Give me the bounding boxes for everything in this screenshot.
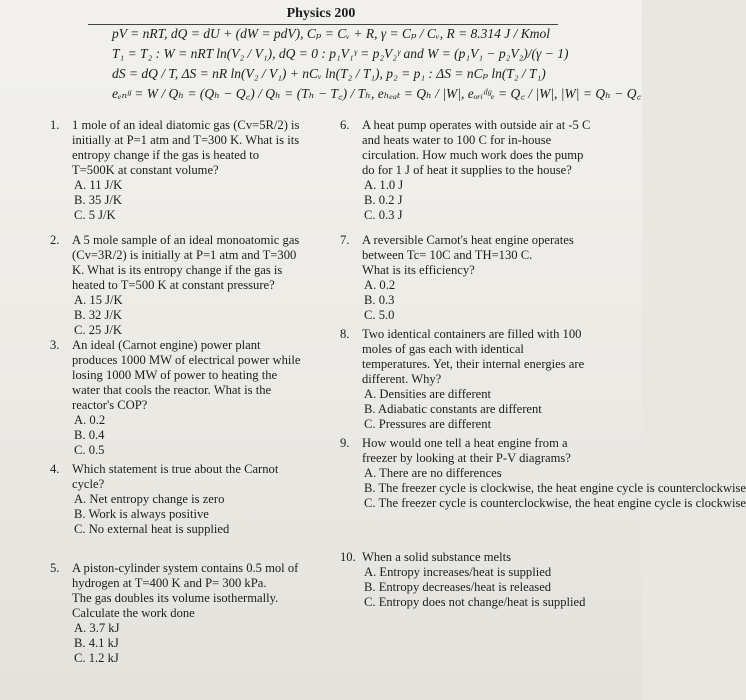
option-c: C. 1.2 kJ xyxy=(74,651,119,665)
formula-line: T₁ = T₂ : W = nRT ln(V₂ / V₁), dQ = 0 : p₁V₁ᵞ = p₂V₂ᵞ and W = (p₁V₁ − p₂V₂)/(γ − 1) xyxy=(112,46,569,61)
option-c: C. 0.3 J xyxy=(364,208,403,222)
question-stem: A reversible Carnot's heat engine operates between Tc= 10C and TH=130 C. What is its efficiency? xyxy=(362,233,574,277)
option-c: C. No external heat is supplied xyxy=(74,522,230,536)
option-c: C. 0.5 xyxy=(74,443,105,457)
option-c: C. 25 J/K xyxy=(74,323,122,337)
question-stem: A heat pump operates with outside air at -5 C and heats water to 100 C for in-house circulation. How much work does the pump do for 1 J of heat it supplies to the house? xyxy=(362,118,591,177)
page-title: Physics 200 xyxy=(286,6,356,21)
option-a: A. Entropy increases/heat is supplied xyxy=(364,565,552,579)
option-c: C. 5.0 xyxy=(364,308,395,322)
question-number: 4. xyxy=(50,462,60,476)
question-7 xyxy=(340,233,574,323)
question-number: 8. xyxy=(340,327,350,341)
question-number: 1. xyxy=(50,118,60,132)
question-8 xyxy=(340,327,585,432)
option-b: B. 4.1 kJ xyxy=(74,636,119,650)
option-c: C. 5 J/K xyxy=(74,208,116,222)
question-3 xyxy=(50,338,301,458)
formula-line: eₑₙᵍ = W / Qₕ = (Qₕ − Q꜀) / Qₕ = (Tₕ − T꜀) / Tₕ, eₕₑₐₜ = Qₕ / |W|, eₒᵣᵢᵈᵍₑ = Q꜀ / |W|, |W| = Qₕ − Q꜀ xyxy=(112,86,642,101)
question-6 xyxy=(340,118,591,223)
formula-sheet xyxy=(112,24,641,104)
question-stem: Two identical containers are filled with 100 moles of gas each with identical temperatures. Yet, their internal energies are different. Why? xyxy=(362,327,585,386)
formula-line: dS = dQ / T, ΔS = nR ln(V₂ / V₁) + nCᵥ ln(T₂ / T₁), p₂ = p₁ : ΔS = nCₚ ln(T₂ / T₁) xyxy=(112,66,546,81)
option-a: A. 0.2 xyxy=(74,413,106,427)
option-c: C. The freezer cycle is counterclockwise, the heat engine cycle is clockwise xyxy=(364,496,746,510)
question-number: 2. xyxy=(50,233,60,247)
question-stem: Which statement is true about the Carnot cycle? xyxy=(72,462,279,491)
question-stem: A 5 mole sample of an ideal monoatomic gas (Cv=3R/2) is initially at P=1 atm and T=300 K. What is its entropy change if the gas is heated to T=500 K at constant pressure? xyxy=(72,233,300,292)
option-a: A. There are no differences xyxy=(364,466,502,480)
option-b: B. 0.4 xyxy=(74,428,105,442)
option-b: B. Entropy decreases/heat is released xyxy=(364,580,552,594)
option-b: B. Work is always positive xyxy=(74,507,209,521)
option-a: A. 3.7 kJ xyxy=(74,621,120,635)
option-a: A. Densities are different xyxy=(364,387,492,401)
question-4 xyxy=(50,462,279,537)
question-stem: When a solid substance melts xyxy=(362,550,511,564)
option-b: B. 0.2 J xyxy=(364,193,403,207)
option-b: B. 32 J/K xyxy=(74,308,122,322)
question-2 xyxy=(50,233,300,338)
formula-line: pV = nRT, dQ = dU + (dW = pdV), Cₚ = Cᵥ + R, γ = Cₚ / Cᵥ, R = 8.314 J / Kmol xyxy=(112,26,551,41)
option-b: B. 0.3 xyxy=(364,293,395,307)
question-9 xyxy=(340,436,746,511)
question-number: 3. xyxy=(50,338,60,352)
option-b: B. Adiabatic constants are different xyxy=(364,402,542,416)
question-number: 7. xyxy=(340,233,350,247)
question-number: 10. xyxy=(340,550,356,564)
question-number: 5. xyxy=(50,561,60,575)
question-number: 6. xyxy=(340,118,350,132)
option-c: C. Pressures are different xyxy=(364,417,492,431)
option-b: B. 35 J/K xyxy=(74,193,122,207)
question-stem: 1 mole of an ideal diatomic gas (Cv=5R/2) is initially at P=1 atm and T=300 K. What is its entropy change if the gas is heated to T=500K at constant volume? xyxy=(72,118,300,177)
option-a: A. 11 J/K xyxy=(74,178,123,192)
question-5 xyxy=(50,561,299,666)
option-b: B. The freezer cycle is clockwise, the heat engine cycle is counterclockwise xyxy=(364,481,746,495)
question-1 xyxy=(50,118,300,223)
option-a: A. 1.0 J xyxy=(364,178,404,192)
option-a: A. 15 J/K xyxy=(74,293,123,307)
question-10 xyxy=(340,550,586,610)
question-stem: How would one tell a heat engine from a freezer by looking at their P-V diagrams? xyxy=(362,436,571,465)
option-c: C. Entropy does not change/heat is supplied xyxy=(364,595,586,609)
question-stem: An ideal (Carnot engine) power plant produces 1000 MW of electrical power while losing 1000 MW of power to heating the water that cools the reactor. What is the reactor's COP? xyxy=(72,338,301,412)
option-a: A. Net entropy change is zero xyxy=(74,492,225,506)
question-stem: A piston-cylinder system contains 0.5 mol of hydrogen at T=400 K and P= 300 kPa. The gas doubles its volume isothermally. Calculate the work done xyxy=(72,561,299,620)
option-a: A. 0.2 xyxy=(364,278,396,292)
question-number: 9. xyxy=(340,436,350,450)
